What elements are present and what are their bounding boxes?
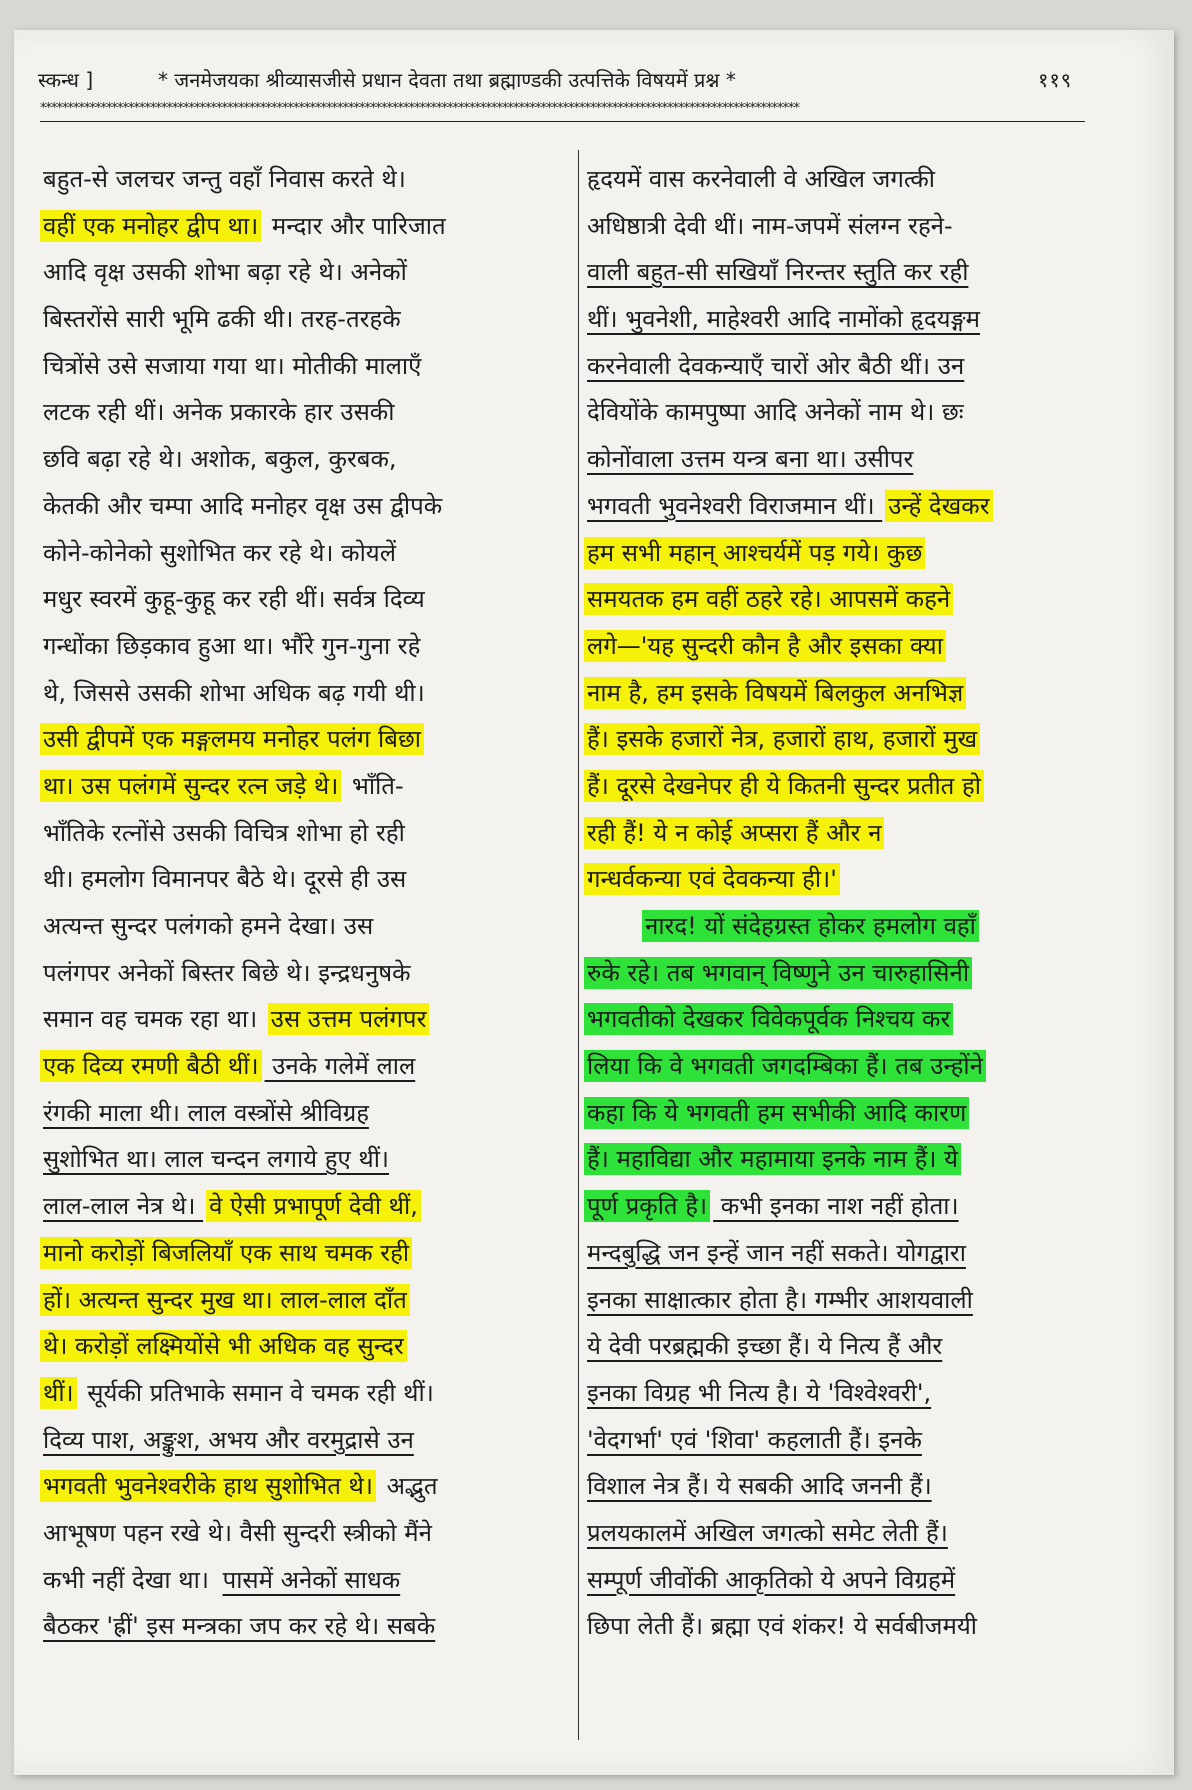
text-line (584, 1417, 1096, 1464)
yellow-highlight: मानो करोड़ों बिजलियाँ एक साथ चमक रही (40, 1237, 412, 1269)
underlined-text: सम्पूर्ण जीवोंकी आकृतिको ये अपने विग्रहमें (587, 1565, 956, 1594)
text-line (40, 1183, 570, 1230)
underlined-text: विशाल नेत्र हैं। ये सबकी आदि जननी हैं। (587, 1472, 932, 1501)
text-line (584, 1230, 1096, 1277)
text-line (584, 670, 1096, 717)
text-line (40, 483, 570, 530)
green-highlight: लिया कि वे भगवती जगदम्बिका हैं। तब उन्होंने (584, 1050, 986, 1082)
text-segment: थे, जिससे उसकी शोभा अधिक बढ़ गयी थी। (43, 678, 425, 707)
text-line (40, 1230, 570, 1277)
page-number: ११९ (1038, 68, 1073, 92)
text-line (584, 203, 1096, 250)
text-segment: चित्रोंसे उसे सजाया गया था। मोतीकी मालाएँ (43, 351, 422, 380)
text-line (584, 1323, 1096, 1370)
text-line (40, 249, 570, 296)
underlined-text: मन्दबुद्धि जन इन्हें जान नहीं सकते। योगद्वारा (587, 1238, 966, 1267)
text-segment: मधुर स्वरमें कुहू-कुहू कर रही थीं। सर्वत्र दिव्य (43, 585, 425, 614)
yellow-highlight: लगे—'यह सुन्दरी कौन है और इसका क्या (584, 630, 946, 662)
text-segment: बहुत-से जलचर जन्तु वहाँ निवास करते थे। (43, 165, 406, 193)
underlined-text: ये देवी परब्रह्मकी इच्छा हैं। ये नित्य हैं और (587, 1332, 943, 1361)
underlined-text: 'वेदगर्भा' एवं 'शिवा' कहलाती हैं। इनके (587, 1425, 922, 1454)
yellow-highlight: हों। अत्यन्त सुन्दर मुख था। लाल-लाल दाँत (40, 1284, 410, 1316)
underlined-text: दिव्य पाश, अङ्कुश, अभय और वरमुद्रासे उन (43, 1425, 414, 1454)
underlined-text: पासमें अनेकों साधक (222, 1565, 401, 1594)
text-line (584, 343, 1096, 390)
yellow-highlight: एक दिव्य रमणी बैठी थीं। (40, 1050, 262, 1082)
text-line (584, 436, 1096, 483)
underlined-text: इनका साक्षात्कार होता है। गम्भीर आशयवाली (587, 1285, 973, 1314)
text-line (40, 156, 570, 203)
yellow-highlight: उन्हें देखकर (885, 490, 992, 522)
text-line (584, 576, 1096, 623)
text-line (40, 1323, 570, 1370)
text-line (40, 670, 570, 717)
green-highlight: कहा कि ये भगवती हम सभीकी आदि कारण (584, 1097, 969, 1129)
star-border: ****************************************************************************************************************************************** (40, 101, 799, 116)
text-line (584, 530, 1096, 577)
text-segment: अत्यन्त सुन्दर पलंगको हमने देखा। उस (43, 912, 374, 940)
text-line (40, 1417, 570, 1464)
underlined-text: उनके गलेमें लाल (264, 1052, 416, 1081)
text-line (584, 249, 1096, 296)
text-line (584, 296, 1096, 343)
text-line (584, 1277, 1096, 1324)
yellow-highlight: थे। करोड़ों लक्ष्मियोंसे भी अधिक वह सुन्दर (40, 1330, 407, 1362)
text-segment: आदि वृक्ष उसकी शोभा बढ़ा रहे थे। अनेकों (43, 258, 407, 287)
text-line (40, 950, 570, 997)
text-line (40, 1043, 570, 1090)
section-label: स्कन्ध ] (38, 68, 94, 92)
yellow-highlight: उसी द्वीपमें एक मङ्गलमय मनोहर पलंग बिछा (40, 723, 424, 755)
text-line (40, 1510, 570, 1557)
text-line (40, 903, 570, 950)
underlined-text: कभी इनका नाश नहीं होता। (713, 1192, 959, 1221)
text-segment: पलंगपर अनेकों बिस्तर बिछे थे। इन्द्रधनुषके (43, 958, 411, 987)
text-line (584, 950, 1096, 997)
text-line (40, 1557, 570, 1604)
text-segment: अद्भुत (378, 1472, 438, 1501)
text-line (40, 1463, 570, 1510)
text-line (584, 623, 1096, 670)
text-segment: बिस्तरोंसे सारी भूमि ढकी थी। तरह-तरहके (43, 305, 401, 334)
text-line (40, 810, 570, 857)
green-highlight: रुके रहे। तब भगवान् विष्णुने उन चारुहासिनी (584, 957, 972, 989)
yellow-highlight: नाम है, हम इसके विषयमें बिलकुल अनभिज्ञ (584, 677, 966, 709)
text-segment: आभूषण पहन रखे थे। वैसी सुन्दरी स्त्रीको मैंने (43, 1518, 432, 1547)
green-highlight: भगवतीको देखकर विवेकपूर्वक निश्चय कर (584, 1003, 953, 1035)
underlined-text: लाल-लाल नेत्र थे। (43, 1192, 204, 1221)
yellow-highlight: समयतक हम वहीं ठहरे रहे। आपसमें कहने (584, 583, 953, 615)
text-line (40, 856, 570, 903)
text-line (40, 1370, 570, 1417)
yellow-highlight: वहीं एक मनोहर द्वीप था। (40, 210, 261, 242)
text-segment: थी। हमलोग विमानपर बैठे थे। दूरसे ही उस (43, 865, 407, 894)
text-line (40, 996, 570, 1043)
text-segment: कभी नहीं देखा था। (43, 1565, 217, 1594)
text-line (40, 576, 570, 623)
underlined-text: वाली बहुत-सी सखियाँ निरन्तर स्तुति कर रही (587, 258, 969, 287)
underlined-text: प्रलयकालमें अखिल जगत्को समेट लेती हैं। (587, 1518, 948, 1547)
text-line (40, 203, 570, 250)
text-line (584, 1370, 1096, 1417)
underlined-text: थीं। भुवनेशी, माहेश्वरी आदि नामोंको हृदयङ्गम (587, 305, 981, 334)
text-segment: केतकी और चम्पा आदि मनोहर वृक्ष उस द्वीपके (43, 491, 443, 520)
text-line (584, 856, 1096, 903)
text-segment: मन्दार और पारिजात (264, 211, 446, 240)
text-line (40, 763, 570, 810)
text-line (40, 623, 570, 670)
green-highlight: पूर्ण प्रकृति है। (584, 1190, 710, 1222)
text-line (40, 343, 570, 390)
underlined-text: इनका विग्रह भी नित्य है। ये 'विश्वेश्वरी', (587, 1378, 932, 1407)
text-line (584, 903, 1096, 950)
text-segment: भाँतिके रत्नोंसे उसकी विचित्र शोभा हो रही (43, 818, 405, 847)
underlined-text: रंगकी माला थी। लाल वस्त्रोंसे श्रीविग्रह (43, 1098, 369, 1127)
text-line (584, 1510, 1096, 1557)
text-line (584, 156, 1096, 203)
text-segment: कोने-कोनेको सुशोभित कर रहे थे। कोयलें (43, 538, 396, 567)
underlined-text: करनेवाली देवकन्याएँ चारों ओर बैठी थीं। उन (587, 351, 965, 380)
text-segment: छिपा लेती हैं। ब्रह्मा एवं शंकर! ये सर्वबीजमयी (587, 1612, 977, 1641)
text-segment: अधिष्ठात्री देवी थीं। नाम-जपमें संलग्न रहने- (587, 211, 953, 240)
text-segment: सूर्यकी प्रतिभाके समान वे चमक रही थीं। (79, 1378, 434, 1407)
text-line (584, 716, 1096, 763)
text-line (40, 1277, 570, 1324)
underlined-text: सुशोभित था। लाल चन्दन लगाये हुए थीं। (43, 1145, 390, 1174)
yellow-highlight: हैं। दूरसे देखनेपर ही ये कितनी सुन्दर प्रतीत हो (584, 770, 984, 802)
underlined-text: कोनोंवाला उत्तम यन्त्र बना था। उसीपर (587, 445, 914, 474)
yellow-highlight: वे ऐसी प्रभापूर्ण देवी थीं, (206, 1190, 421, 1222)
green-highlight: नारद! यों संदेहग्रस्त होकर हमलोग वहाँ (642, 910, 979, 942)
text-line (40, 1136, 570, 1183)
text-line (40, 716, 570, 763)
yellow-highlight: था। उस पलंगमें सुन्दर रत्न जड़े थे। (40, 770, 341, 802)
yellow-highlight: उस उत्तम पलंगपर (268, 1003, 430, 1035)
text-line (584, 483, 1096, 530)
text-line (584, 1183, 1096, 1230)
text-line (40, 436, 570, 483)
text-segment: छवि बढ़ा रहे थे। अशोक, बकुल, कुरबक, (43, 445, 397, 474)
yellow-highlight: गन्धर्वकन्या एवं देवकन्या ही।' (584, 863, 840, 895)
yellow-highlight: हैं। इसके हजारों नेत्र, हजारों हाथ, हजारों मुख (584, 723, 980, 755)
text-line (40, 296, 570, 343)
text-line (584, 1136, 1096, 1183)
text-segment: देवियोंके कामपुष्पा आदि अनेकों नाम थे। छः (587, 398, 964, 427)
text-line (584, 389, 1096, 436)
text-line (584, 996, 1096, 1043)
text-line (584, 1603, 1096, 1650)
text-segment: समान वह चमक रहा था। (43, 1005, 265, 1034)
column-divider (578, 150, 579, 1740)
text-line (584, 1090, 1096, 1137)
text-line (40, 530, 570, 577)
text-line (40, 389, 570, 436)
text-line (40, 1603, 570, 1650)
text-line (584, 763, 1096, 810)
green-highlight: हैं। महाविद्या और महामाया इनके नाम हैं। ये (584, 1143, 961, 1175)
text-line (584, 1557, 1096, 1604)
yellow-highlight: रही हैं! ये न कोई अप्सरा हैं और न (584, 817, 884, 849)
left-column (40, 156, 570, 1650)
yellow-highlight: हम सभी महान् आश्चर्यमें पड़ गये। कुछ (584, 537, 925, 569)
text-segment: हृदयमें वास करनेवाली वे अखिल जगत्की (587, 165, 936, 193)
yellow-highlight: भगवती भुवनेश्वरीके हाथ सुशोभित थे। (40, 1470, 376, 1502)
running-title: * जनमेजयका श्रीव्यासजीसे प्रधान देवता तथा ब्रह्माण्डकी उत्पत्तिके विषयमें प्रश्न * (158, 68, 736, 92)
header-rule (40, 121, 1085, 122)
yellow-highlight: थीं। (40, 1377, 77, 1409)
text-line (40, 1090, 570, 1137)
text-line (584, 810, 1096, 857)
underlined-text: बैठकर 'ह्रीं' इस मन्त्रका जप कर रहे थे। सबके (43, 1612, 436, 1641)
text-segment: गन्धोंका छिड़काव हुआ था। भौंरे गुन-गुना रहे (43, 631, 421, 660)
right-column (584, 156, 1096, 1650)
text-segment: लटक रही थीं। अनेक प्रकारके हार उसकी (43, 398, 395, 427)
underlined-text: भगवती भुवनेश्वरी विराजमान थीं। (587, 491, 883, 520)
text-segment: भाँति- (344, 771, 404, 800)
text-line (584, 1043, 1096, 1090)
text-line (584, 1463, 1096, 1510)
page-header (38, 60, 1088, 100)
